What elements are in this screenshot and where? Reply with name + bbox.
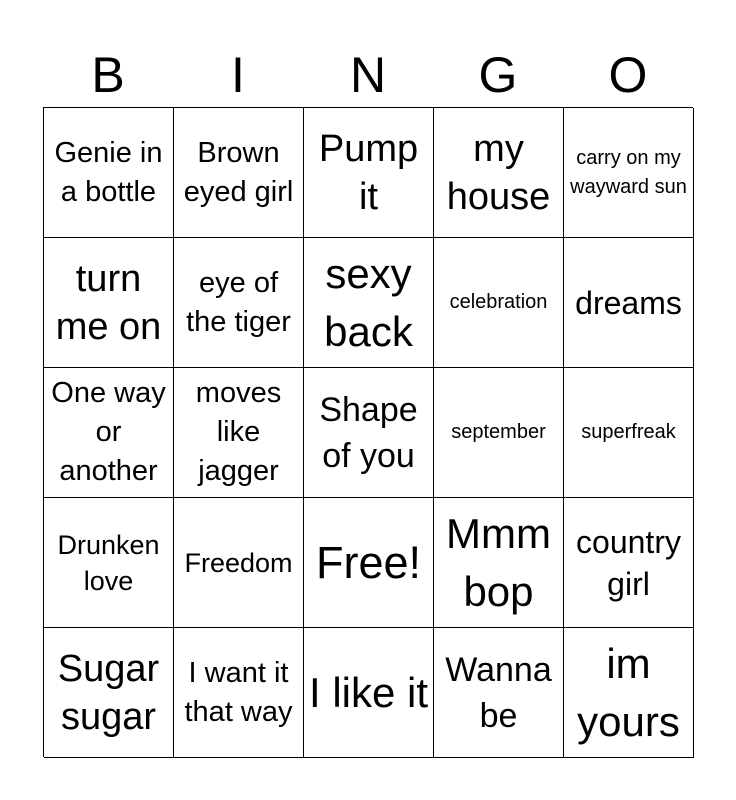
- bingo-cell[interactable]: [434, 498, 564, 628]
- cell-text: carry on my wayward sun: [570, 146, 687, 198]
- header-letter-n: N: [349, 47, 387, 103]
- cell-text: im yours: [577, 639, 680, 745]
- bingo-cell[interactable]: [174, 238, 304, 368]
- bingo-cell[interactable]: [564, 628, 694, 758]
- bingo-cell[interactable]: [174, 368, 304, 498]
- cell-text: Pump it: [318, 127, 419, 218]
- cell-text: One way or another: [51, 377, 166, 487]
- cell-text: superfreak: [581, 421, 676, 443]
- bingo-cell[interactable]: [174, 628, 304, 758]
- cell-text: Brown eyed girl: [183, 136, 294, 208]
- cell-text: moves like jagger: [195, 377, 282, 487]
- cell-text: Mmm bop: [446, 509, 551, 615]
- cell-text: dreams: [575, 284, 682, 321]
- bingo-cell[interactable]: [174, 498, 304, 628]
- header-letter-b: B: [91, 47, 125, 103]
- bingo-cell[interactable]: [434, 368, 564, 498]
- cell-text: country girl: [576, 523, 681, 602]
- header-letter-g: G: [478, 47, 518, 103]
- bingo-cell[interactable]: [434, 628, 564, 758]
- bingo-cell[interactable]: [174, 108, 304, 238]
- cell-text: celebration: [449, 291, 548, 313]
- bingo-cell[interactable]: [304, 108, 434, 238]
- cell-text: sexy back: [324, 249, 413, 355]
- cell-text: Genie in a bottle: [54, 136, 163, 208]
- bingo-cell[interactable]: [304, 238, 434, 368]
- bingo-cell[interactable]: [434, 238, 564, 368]
- bingo-cell[interactable]: [564, 238, 694, 368]
- bingo-cell[interactable]: [44, 498, 174, 628]
- bingo-cell[interactable]: [304, 628, 434, 758]
- cell-text: I want it that way: [184, 656, 293, 728]
- cell-text: september: [451, 421, 546, 443]
- bingo-grid: [43, 107, 693, 757]
- bingo-header: [43, 44, 693, 106]
- cell-text: Freedom: [184, 547, 293, 578]
- bingo-cell[interactable]: [44, 238, 174, 368]
- cell-text: turn me on: [55, 257, 162, 348]
- header-letter-i: I: [231, 47, 245, 103]
- bingo-cell[interactable]: [434, 108, 564, 238]
- bingo-cell[interactable]: [564, 498, 694, 628]
- bingo-cell[interactable]: [564, 108, 694, 238]
- bingo-cell[interactable]: [44, 628, 174, 758]
- cell-text: Wanna be: [445, 650, 552, 735]
- cell-text: eye of the tiger: [186, 266, 291, 338]
- bingo-cell[interactable]: [304, 368, 434, 498]
- bingo-cell[interactable]: [304, 498, 434, 628]
- header-letter-o: O: [608, 47, 648, 103]
- cell-text: Shape of you: [319, 390, 418, 475]
- cell-text: my house: [446, 127, 551, 218]
- cell-text: I like it: [308, 668, 429, 716]
- bingo-cell[interactable]: [44, 108, 174, 238]
- cell-text: Free!: [315, 536, 422, 588]
- bingo-cell[interactable]: [564, 368, 694, 498]
- cell-text: Sugar sugar: [57, 647, 160, 738]
- cell-text: Drunken love: [57, 529, 160, 596]
- bingo-cell[interactable]: [44, 368, 174, 498]
